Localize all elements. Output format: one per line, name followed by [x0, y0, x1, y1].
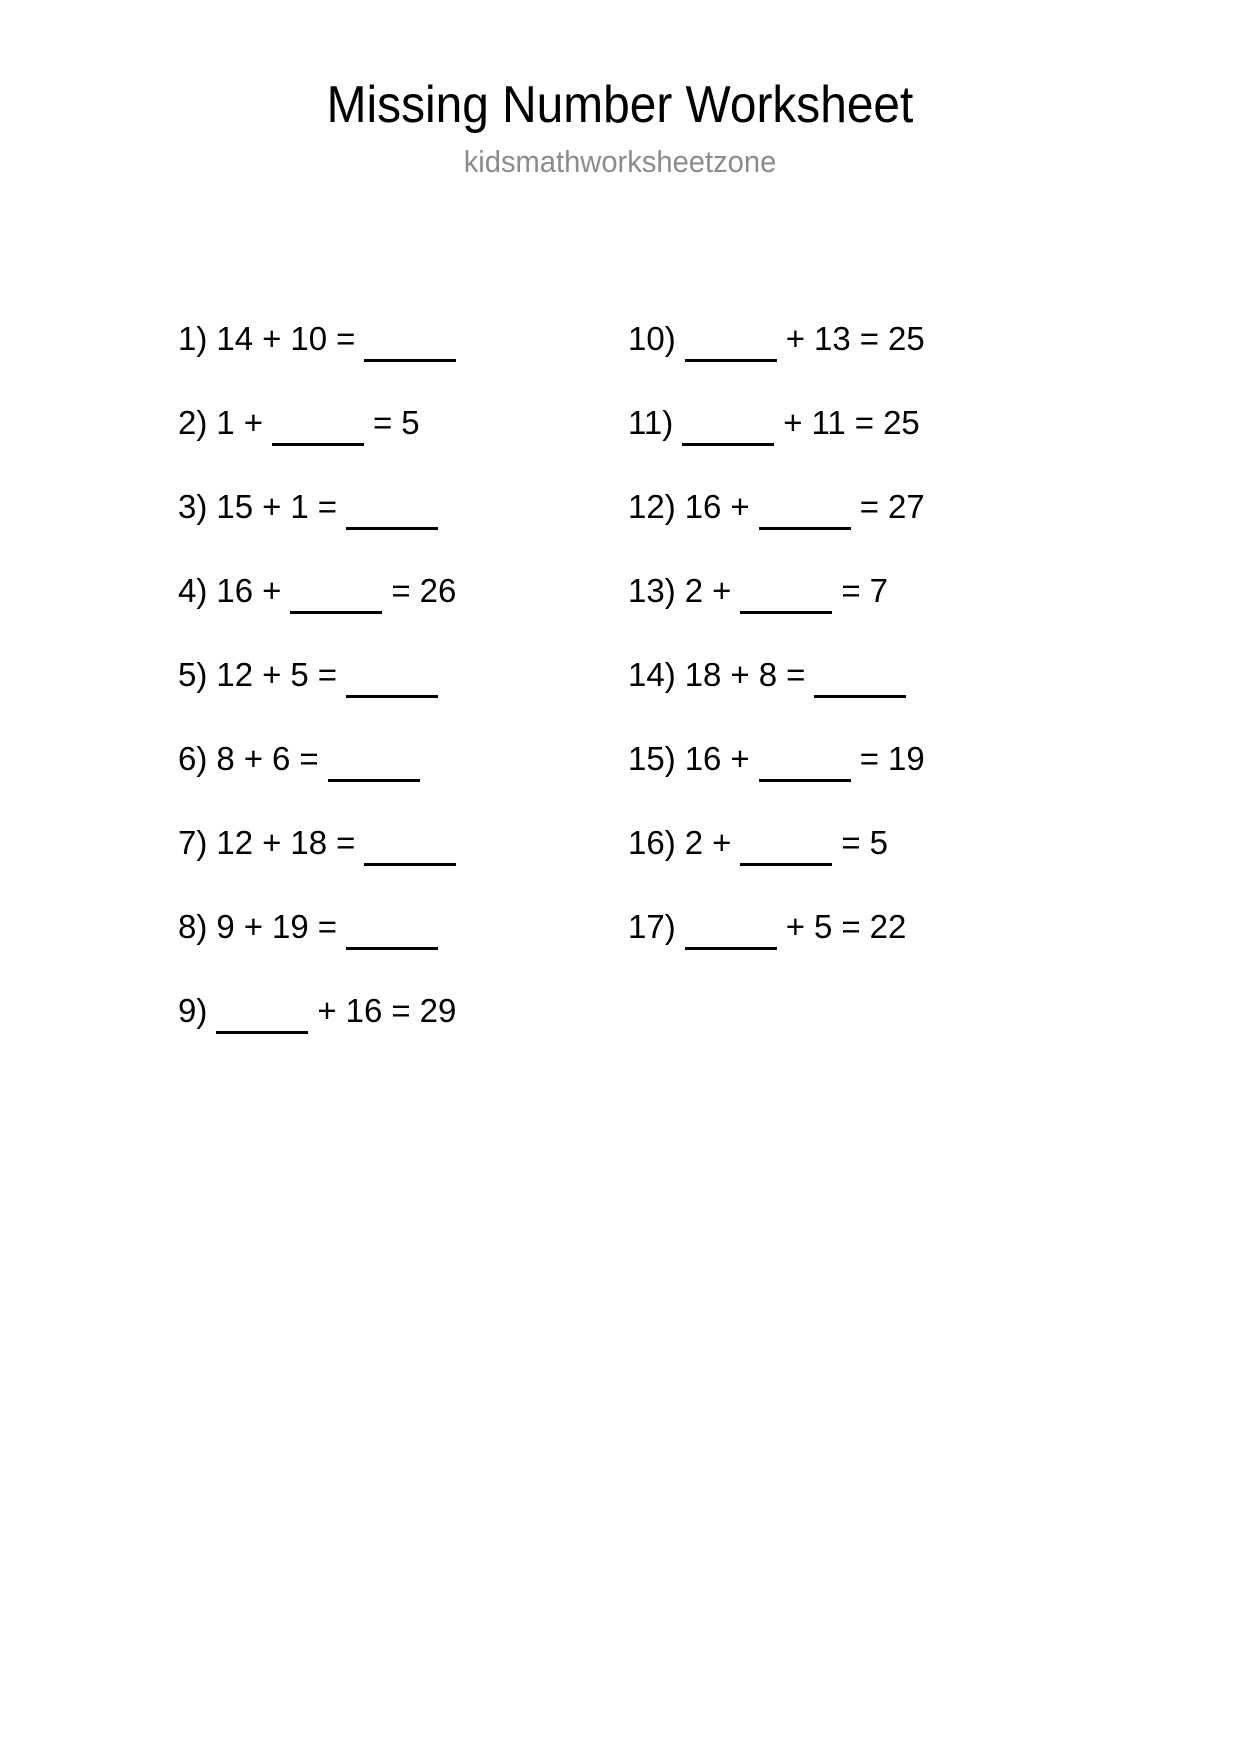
page-title: Missing Number Worksheet: [326, 76, 914, 134]
result-value: 5: [401, 403, 420, 441]
problem-row: [178, 632, 628, 716]
answer-blank[interactable]: [346, 667, 438, 698]
operand-b: 10: [290, 319, 328, 357]
problem-row: [628, 716, 1058, 800]
problem-number: 14): [628, 655, 676, 693]
operator-plus: +: [730, 487, 750, 525]
operator-plus: +: [785, 319, 805, 357]
operand-b: 11: [811, 403, 846, 441]
problem-row: [178, 296, 628, 380]
operand-a: 18: [684, 655, 722, 693]
operand-a: 2: [684, 571, 704, 609]
operand-a: 16: [684, 487, 722, 525]
problem-number: 4): [178, 571, 208, 609]
operator-equals: =: [841, 571, 861, 609]
problem-row: [628, 464, 1058, 548]
problem-row: [178, 968, 628, 1052]
operand-b: 6: [271, 739, 291, 777]
operator-equals: =: [391, 571, 411, 609]
result-value: 5: [869, 823, 888, 861]
operator-equals: =: [786, 655, 806, 693]
operand-a: 8: [216, 739, 235, 777]
operand-b: 13: [813, 319, 851, 357]
operator-plus: +: [785, 907, 805, 945]
operand-b: 5: [813, 907, 833, 945]
site-attribution: kidsmathworksheetzone: [463, 143, 777, 179]
operator-plus: +: [243, 739, 263, 777]
result-value: 7: [869, 571, 888, 609]
operator-plus: +: [262, 319, 282, 357]
problem-number: 15): [628, 739, 676, 777]
operand-a: 12: [216, 823, 254, 861]
result-value: 22: [869, 907, 907, 945]
operator-equals: =: [859, 487, 879, 525]
operator-equals: =: [317, 907, 337, 945]
problem-number: 7): [178, 823, 208, 861]
problem-row: [628, 296, 1058, 380]
operator-equals: =: [859, 739, 879, 777]
answer-blank[interactable]: [682, 415, 774, 446]
operator-equals: =: [859, 319, 879, 357]
problem-number: 3): [178, 487, 208, 525]
problem-number: 13): [628, 571, 676, 609]
answer-blank[interactable]: [364, 835, 456, 866]
operand-a: 2: [684, 823, 704, 861]
answer-blank[interactable]: [272, 415, 364, 446]
result-value: 19: [887, 739, 925, 777]
problem-number: 12): [628, 487, 676, 525]
problem-number: 8): [178, 907, 208, 945]
problem-row: [178, 548, 628, 632]
problem-row: [178, 716, 628, 800]
problem-row: [628, 380, 1058, 464]
operand-b: 1: [290, 487, 309, 525]
operator-plus: +: [730, 739, 750, 777]
problem-number: 10): [628, 319, 676, 357]
answer-blank[interactable]: [290, 583, 382, 614]
operator-plus: +: [712, 823, 732, 861]
answer-blank[interactable]: [740, 583, 832, 614]
operand-a: 16: [216, 571, 254, 609]
answer-blank[interactable]: [759, 751, 851, 782]
operator-plus: +: [262, 823, 282, 861]
problem-number: 5): [178, 655, 208, 693]
problem-number: 9): [178, 991, 208, 1029]
operand-a: 9: [216, 907, 235, 945]
operator-equals: =: [336, 319, 356, 357]
operand-a: 16: [684, 739, 722, 777]
operator-equals: =: [854, 403, 875, 441]
problem-row: [628, 632, 1058, 716]
operator-equals: =: [391, 991, 411, 1029]
operator-plus: +: [262, 571, 282, 609]
problem-number: 1): [178, 319, 208, 357]
problem-row: [628, 884, 1058, 968]
operator-plus: +: [262, 487, 282, 525]
problem-number: 6): [178, 739, 208, 777]
answer-blank[interactable]: [759, 499, 851, 530]
operand-b: 19: [271, 907, 309, 945]
operator-equals: =: [841, 907, 861, 945]
answer-blank[interactable]: [814, 667, 906, 698]
operand-b: 8: [758, 655, 778, 693]
operator-equals: =: [841, 823, 861, 861]
operator-plus: +: [243, 907, 263, 945]
answer-blank[interactable]: [216, 1003, 308, 1034]
problem-number: 17): [628, 907, 676, 945]
operator-equals: =: [317, 655, 337, 693]
operand-a: 15: [216, 487, 254, 525]
result-value: 29: [419, 991, 457, 1029]
operator-equals: =: [372, 403, 393, 441]
problem-number: 11): [628, 403, 674, 441]
problem-columns: [0, 296, 1240, 1052]
operator-plus: +: [783, 403, 803, 441]
operand-b: 16: [345, 991, 383, 1029]
right-column: [628, 296, 1058, 968]
operand-b: 5: [290, 655, 309, 693]
answer-blank[interactable]: [346, 499, 438, 530]
worksheet-header: [0, 0, 1240, 179]
operator-plus: +: [730, 655, 750, 693]
answer-blank[interactable]: [685, 331, 777, 362]
result-value: 25: [887, 319, 925, 357]
problem-row: [178, 884, 628, 968]
answer-blank[interactable]: [740, 835, 832, 866]
problem-row: [628, 800, 1058, 884]
problem-number: 2): [178, 403, 208, 441]
operator-equals: =: [317, 487, 337, 525]
problem-number: 16): [628, 823, 676, 861]
answer-blank[interactable]: [346, 919, 438, 950]
problem-row: [178, 380, 628, 464]
operator-plus: +: [243, 403, 263, 441]
operator-plus: +: [712, 571, 732, 609]
operand-a: 1: [216, 403, 235, 441]
operand-a: 14: [216, 319, 254, 357]
operator-plus: +: [317, 991, 337, 1029]
answer-blank[interactable]: [328, 751, 420, 782]
problem-row: [178, 464, 628, 548]
operator-equals: =: [336, 823, 356, 861]
problem-row: [178, 800, 628, 884]
left-column: [178, 296, 628, 1052]
operator-plus: +: [262, 655, 282, 693]
operator-equals: =: [299, 739, 319, 777]
result-value: 27: [887, 487, 925, 525]
operand-b: 18: [290, 823, 328, 861]
answer-blank[interactable]: [685, 919, 777, 950]
answer-blank[interactable]: [364, 331, 456, 362]
problem-row: [628, 548, 1058, 632]
result-value: 25: [883, 403, 920, 441]
operand-a: 12: [216, 655, 254, 693]
result-value: 26: [419, 571, 457, 609]
